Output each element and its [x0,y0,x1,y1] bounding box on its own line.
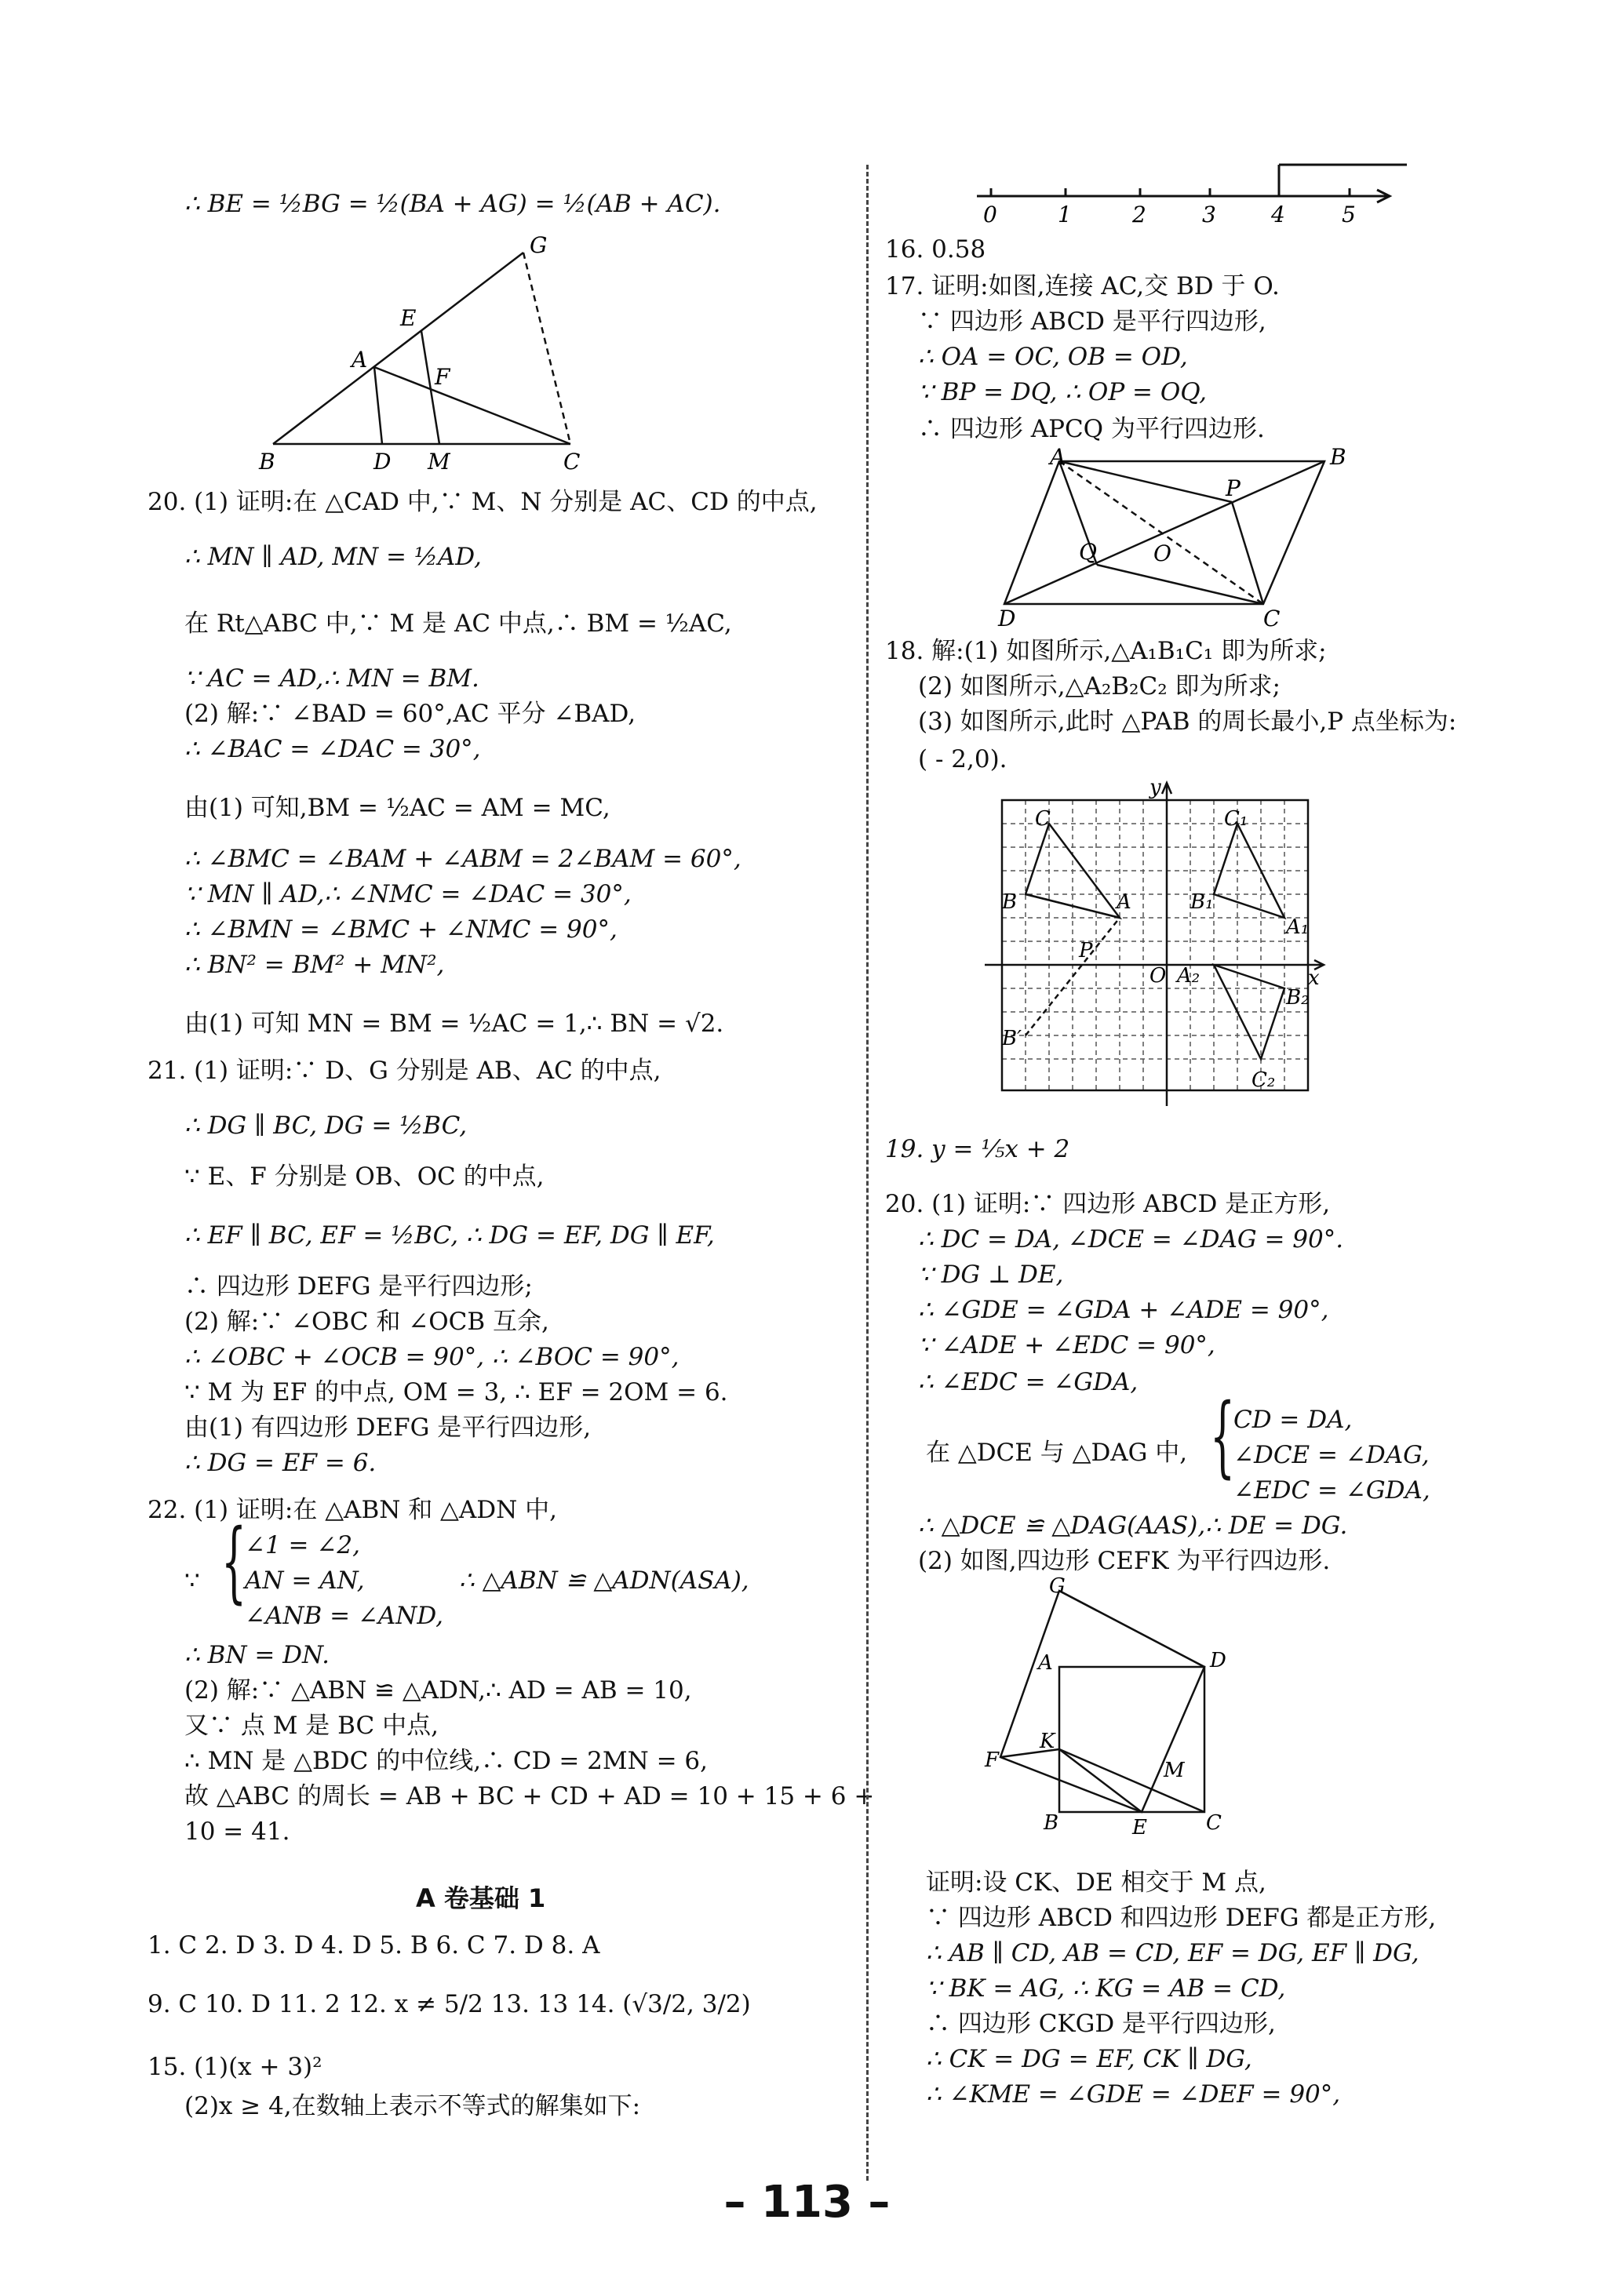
text-line: ∴ ∠KME = ∠GDE = ∠DEF = 90°, [926,2080,1341,2109]
text-line: ∴ DG = EF = 6. [184,1449,377,1477]
text-line: 证明:设 CK、DE 相交于 M 点, [926,1868,1266,1897]
text-line: ∴ ∠OBC + ∠OCB = 90°, ∴ ∠BOC = 90°, [184,1343,679,1371]
label-D: D [998,606,1016,631]
text-line: 10 = 41. [184,1818,290,1846]
text-line: (2) 解:∵ ∠BAD = 60°,AC 平分 ∠BAD, [184,700,636,728]
label-C1: C₁ [1224,807,1248,831]
label-G: G [1049,1574,1066,1598]
text-line: 15. (1)(x + 3)² [148,2053,322,2081]
label-O: O [1153,540,1171,566]
text-line: (2) 如图所示,△A₂B₂C₂ 即为所求; [918,672,1281,700]
number-line [977,157,1416,231]
squares-diagram [985,1574,1244,1839]
text-line: ∵ MN ∥ AD,∴ ∠NMC = ∠DAC = 30°, [184,880,632,908]
text-line: ∴ ∠BAC = ∠DAC = 30°, [184,735,481,763]
text-line: (3) 如图所示,此时 △PAB 的周长最小,P 点坐标为: [918,708,1457,736]
text-line: 20. (1) 证明:∵ 四边形 ABCD 是正方形, [885,1190,1331,1218]
text-line: ∵ AC = AD,∴ MN = BM. [184,664,479,693]
tick-0: 0 [983,202,997,227]
text-line: 故 △ABC 的周长 = AB + BC + CD + AD = 10 + 15 + 6 + [184,1782,875,1810]
text-line: 18. 解:(1) 如图所示,△A₁B₁C₁ 即为所求; [885,637,1327,665]
text-line: ∴ MN ∥ AD, MN = ½AD, [184,543,482,571]
tick-1: 1 [1058,202,1072,227]
text-line: 在 △DCE 与 △DAG 中, [926,1439,1188,1467]
brace: { [221,1511,247,1613]
label-A: A [1038,1651,1053,1675]
text-line: ∵ M 为 EF 的中点, OM = 3, ∴ EF = 2OM = 6. [184,1378,728,1406]
label-F: F [985,1748,1000,1772]
text-line: (2) 如图,四边形 CEFK 为平行四边形. [918,1547,1331,1575]
label-A: A [352,347,368,373]
text-line: ∵ ∠ADE + ∠EDC = 90°, [918,1331,1215,1359]
label-B1: B₁ [1190,890,1214,914]
text-line: ∴ EF ∥ BC, EF = ½BC, ∴ DG = EF, DG ∥ EF, [184,1221,715,1250]
figure-squares-20 [985,1574,1244,1839]
label-E: E [1132,1816,1147,1839]
section-title: A 卷基础 1 [416,1883,546,1913]
label-B2: B₂ [1286,986,1310,1010]
text-line: ∴ DC = DA, ∠DCE = ∠DAG = 90°. [918,1225,1344,1254]
text-line: ∴ AB ∥ CD, AB = CD, EF = DG, EF ∥ DG, [926,1939,1419,1967]
text-line: ∴ △DCE ≌ △DAG(AAS),∴ DE = DG. [918,1512,1348,1540]
label-O: O [1149,964,1167,988]
label-P: P [1079,939,1093,962]
label-C2: C₂ [1251,1068,1276,1092]
label-K: K [1040,1730,1055,1753]
text-line: ∵ [184,1566,200,1595]
label-y: y [1149,776,1161,799]
text-line: ∵ 四边形 ABCD 是平行四边形, [918,307,1266,336]
text-line: ( - 2,0). [918,745,1007,773]
text-line: ∴ 四边形 APCQ 为平行四边形. [918,415,1265,443]
text-line: 17. 证明:如图,连接 AC,交 BD 于 O. [885,272,1280,300]
label-F: F [435,364,450,390]
label-Bprime: B′ [1002,1027,1022,1050]
text-line: 19. y = ⅕x + 2 [885,1135,1070,1163]
coordinate-grid [985,777,1330,1114]
tick-3: 3 [1202,202,1216,227]
text-line: ∵ E、F 分别是 OB、OC 的中点, [184,1163,545,1191]
label-B: B [1002,890,1018,914]
tick-4: 4 [1271,202,1285,227]
text-line: ∴ BN = DN. [184,1641,330,1669]
label-G: G [530,232,548,258]
text-line: ∴ ∠BMC = ∠BAM + ∠ABM = 2∠BAM = 60°, [184,845,741,873]
text-line: 16. 0.58 [885,235,986,264]
system-line: ∠EDC = ∠GDA, [1233,1476,1430,1505]
text-line: ∴ DG ∥ BC, DG = ½BC, [184,1112,468,1140]
system-line: ∠DCE = ∠DAG, [1233,1441,1430,1469]
text-line: 由(1) 有四边形 DEFG 是平行四边形, [184,1414,592,1442]
text-line: ∵ BP = DQ, ∴ OP = OQ, [918,378,1208,406]
text-line: ∵ 四边形 ABCD 和四边形 DEFG 都是正方形, [926,1904,1437,1932]
text-line: ∵ DG ⊥ DE, [918,1261,1064,1289]
figure-grid-18 [985,777,1330,1117]
system-line: ∠1 = ∠2, [245,1531,360,1559]
label-B: B [259,449,275,475]
text-line: ∴ △ABN ≌ △ADN(ASA), [459,1566,749,1595]
label-E: E [400,305,417,331]
label-C: C [1035,807,1051,831]
text-line: (2)x ≥ 4,在数轴上表示不等式的解集如下: [184,2092,641,2120]
text-line: ∴ ∠GDE = ∠GDA + ∠ADE = 90°, [918,1296,1329,1324]
label-C: C [1206,1811,1222,1835]
label-x: x [1308,966,1320,990]
text-line: ∴ ∠EDC = ∠GDA, [918,1368,1139,1396]
label-M: M [428,449,450,475]
text-line: 由(1) 可知,BM = ½AC = AM = MC, [184,794,610,822]
answer-row: 1. C 2. D 3. D 4. D 5. B 6. C 7. D 8. A [148,1931,600,1959]
text-line: 又∵ 点 M 是 BC 中点, [184,1712,439,1740]
answer-row: 9. C 10. D 11. 2 12. x ≠ 5/2 13. 13 14. (√3/2, 3/2) [148,1990,751,2018]
parallelogram-diagram [998,444,1365,631]
text-line: ∴ OA = OC, OB = OD, [918,343,1188,371]
label-Q: Q [1079,539,1097,565]
brace: { [1210,1385,1236,1487]
system-line: CD = DA, [1233,1406,1353,1434]
text-line: ∴ MN 是 △BDC 的中位线,∴ CD = 2MN = 6, [184,1747,709,1775]
text-line: ∴ BN² = BM² + MN², [184,951,445,979]
figure-triangle-19 [259,232,620,475]
text-line: 22. (1) 证明:在 △ABN 和 △ADN 中, [148,1496,557,1524]
number-line-diagram [977,157,1416,227]
text-line: 由(1) 可知 MN = BM = ½AC = 1,∴ BN = √2. [184,1010,724,1038]
label-P: P [1226,475,1241,501]
label-D: D [373,449,392,475]
label-M: M [1164,1759,1185,1782]
tick-2: 2 [1132,202,1146,227]
text-line: ∵ BK = AG, ∴ KG = AB = CD, [926,1974,1286,2003]
label-A1: A₁ [1286,915,1310,939]
label-B: B [1044,1811,1059,1835]
label-D: D [1210,1649,1226,1672]
system-line: ∠ANB = ∠AND, [245,1602,444,1630]
label-A: A [1117,890,1131,914]
label-A: A [1050,444,1066,470]
figure-parallelogram-17 [998,444,1365,631]
system-line: AN = AN, [245,1566,365,1595]
text-line: ∴ 四边形 DEFG 是平行四边形; [184,1272,533,1301]
text-line: (2) 解:∵ △ABN ≌ △ADN,∴ AD = AB = 10, [184,1676,692,1705]
column-divider [866,165,869,2181]
label-C: C [563,449,581,475]
text-line: 在 Rt△ABC 中,∵ M 是 AC 中点,∴ BM = ½AC, [184,609,732,638]
triangle-diagram [259,232,620,475]
text-line: ∴ BE = ½BG = ½(BA + AG) = ½(AB + AC). [184,190,721,218]
text-line: (2) 解:∵ ∠OBC 和 ∠OCB 互余, [184,1308,549,1336]
label-C: C [1263,606,1281,631]
text-line: ∴ CK = DG = EF, CK ∥ DG, [926,2045,1252,2073]
tick-5: 5 [1342,202,1356,227]
page-number: – 113 – [723,2177,891,2228]
text-line: ∴ 四边形 CKGD 是平行四边形, [926,2010,1276,2038]
label-A2: A₂ [1177,964,1200,988]
label-B: B [1330,444,1346,470]
text-line: ∴ ∠BMN = ∠BMC + ∠NMC = 90°, [184,915,618,944]
text-line: 20. (1) 证明:在 △CAD 中,∵ M、N 分别是 AC、CD 的中点, [148,488,818,516]
text-line: 21. (1) 证明:∵ D、G 分别是 AB、AC 的中点, [148,1057,661,1085]
